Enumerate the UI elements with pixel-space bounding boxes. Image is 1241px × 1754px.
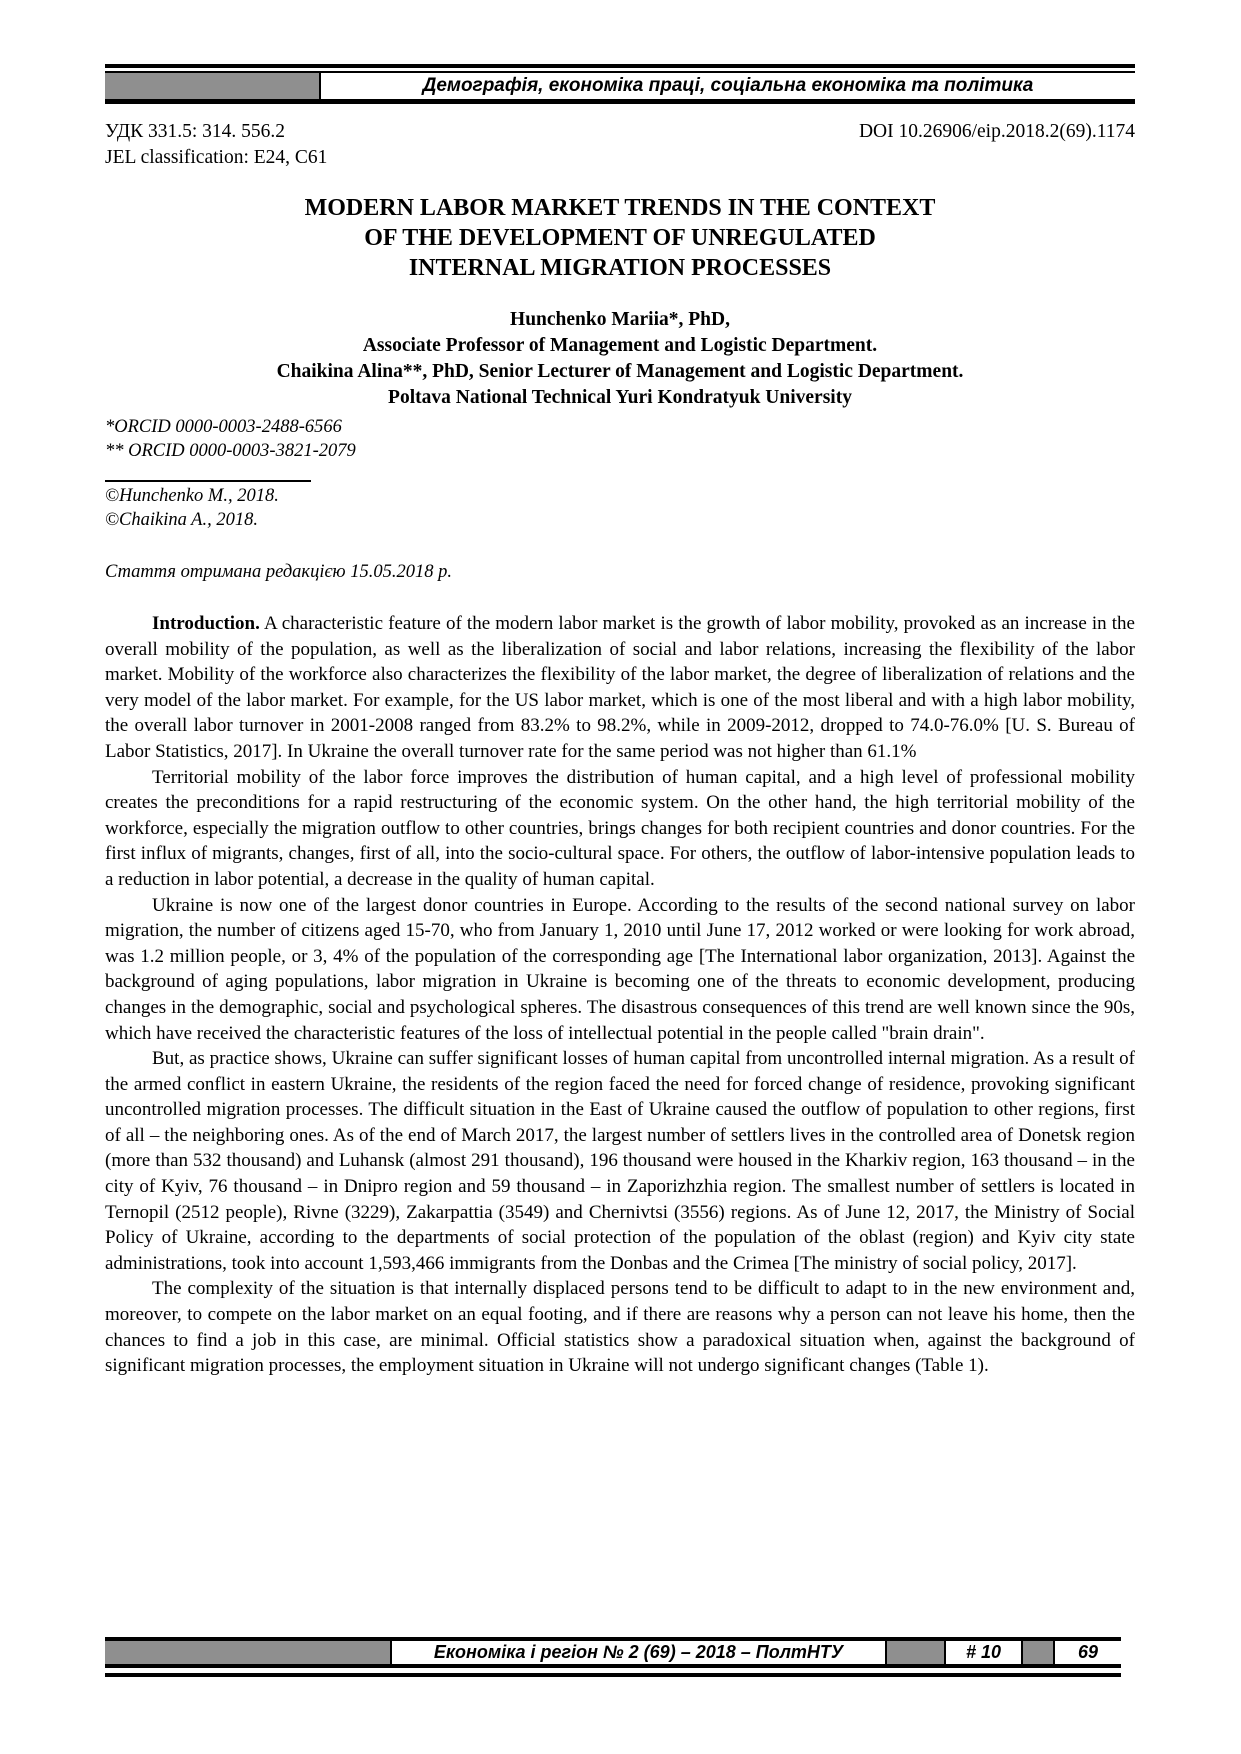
meta-row: [105, 119, 1135, 171]
paragraph-text: A characteristic feature of the modern labor market is the growth of labor mobility, provoked as an increase in the overall mobility of the population, as well as the liberalization of social and labor relations, increasing the flexibility of the labor market. Mobility of the workforce also characterizes the flexibility of the labor market, the degree of liberalization of relations and the very model of the labor market. For example, for the US labor market, which is one of the most liberal and with a high labor mobility, the overall labor turnover in 2001-2008 ranged from 83.2% to 98.2%, while in 2009-2012, dropped to 74.0-76.0% [U. S. Bureau of Labor Statistics, 2017]. In Ukraine the overall turnover rate for the same period was not higher than 61.1%: [105, 613, 1135, 762]
received-date: Стаття отримана редакцією 15.05.2018 р.: [105, 562, 452, 582]
footer-gray-block: [105, 1641, 390, 1664]
orcid-line: ** ORCID 0000-0003-3821-2079: [105, 441, 356, 461]
footer-gray-block: [1023, 1641, 1053, 1664]
footer-bar: [105, 1637, 1121, 1668]
article-title-line: MODERN LABOR MARKET TRENDS IN THE CONTEXT: [304, 195, 936, 221]
copyright-line: ©Chaikina A., 2018.: [105, 510, 258, 530]
footer-journal-title: Економіка і регіон № 2 (69) – 2018 – ПолтНТУ: [390, 1641, 887, 1664]
article-title-line: INTERNAL MIGRATION PROCESSES: [408, 255, 832, 281]
header-bar: [105, 71, 1135, 104]
article-title-line: OF THE DEVELOPMENT OF UNREGULATED: [364, 225, 876, 251]
footer: [105, 1637, 1121, 1677]
author-line: Poltava National Technical Yuri Kondratyuk University: [388, 387, 852, 408]
footer-page-number: 69: [1053, 1641, 1121, 1664]
doi-code: DOI 10.26906/eip.2018.2(69).1174: [858, 121, 1135, 142]
author-line: Chaikina Alina**, PhD, Senior Lecturer of Management and Logistic Department.: [276, 361, 964, 382]
footer-issue-number: # 10: [944, 1641, 1023, 1664]
header-rule: [105, 64, 1135, 104]
copyright-line: ©Hunchenko M., 2018.: [105, 486, 279, 506]
paragraph: [105, 1046, 1135, 1276]
paragraph-text: The complexity of the situation is that internally displaced persons tend to be difficult to adapt to in the new environment and, moreover, to compete on the labor market on an equal footing, and if there are reasons why a person can not leave his home, then the chances to find a job in this case, are minimal. Official statistics show a paradoxical situation when, against the background of significant migration processes, the employment situation in Ukraine will not undergo significant changes (Table 1).: [105, 1278, 1135, 1377]
paragraph-text: Territorial mobility of the labor force improves the distribution of human capital, and a high level of professional mobility creates the preconditions for a rapid restructuring of the economic system. On the other hand, the high territorial mobility of the workforce, especially the migration outflow to other countries, brings changes for both recipient countries and donor countries. For the first influx of migrants, changes, first of all, into the socio-cultural space. For others, the outflow of labor-intensive population leads to a reduction in labor potential, a decrease in the quality of human capital.: [105, 766, 1135, 890]
udk-code: УДК 331.5: 314. 556.2: [105, 121, 286, 142]
footer-rule: [105, 1673, 1121, 1677]
paragraph-introduction: [105, 611, 1135, 765]
copyright-divider: [105, 480, 311, 482]
author-line: Hunchenko Mariia*, PhD,: [510, 309, 730, 330]
section-heading: Демографія, економіка праці, соціальна економіка та політика: [422, 75, 1034, 96]
orcid-line: *ORCID 0000-0003-2488-6566: [105, 417, 342, 437]
jel-classification: JEL classification: E24, C61: [105, 147, 328, 168]
copyright-block: [105, 484, 1135, 532]
article-title: [105, 193, 1135, 283]
meta-left: [105, 119, 327, 171]
author-line: Associate Professor of Management and Logistic Department.: [362, 335, 878, 356]
paragraph: [105, 893, 1135, 1047]
paragraph-text: But, as practice shows, Ukraine can suffer significant losses of human capital from uncontrolled internal migration. As a result of the armed conflict in eastern Ukraine, the residents of the region faced the need for forced change of residence, provoking significant uncontrolled migration processes. The difficult situation in the East of Ukraine caused the outflow of population to other regions, first of all – the neighboring ones. As of the end of March 2017, the largest number of settlers lives in the controlled area of Donetsk region (more than 532 thousand) and Luhansk (almost 291 thousand), 196 thousand were housed in the Kharkiv region, 163 thousand – in the city of Kyiv, 76 thousand – in Dnipro region and 59 thousand – in Zaporizhzhia region. The smallest number of settlers is located in Ternopil (2512 people), Rivne (3229), Zakarpattia (3549) and Chernivtsi (3556) regions. As of June 12, 2017, the Ministry of Social Policy of Ukraine, according to the departments of social protection of the population of the oblast (region) and Kyiv city state administrations, took into account 1,593,466 immigrants from the Donbas and the Crimea [The ministry of social policy, 2017].: [105, 1048, 1135, 1274]
paragraph: [105, 765, 1135, 893]
orcid-block: [105, 415, 1135, 463]
paragraph: [105, 1276, 1135, 1378]
footer-gray-block: [887, 1641, 944, 1664]
article-body: [105, 611, 1135, 1379]
paragraph-text: Ukraine is now one of the largest donor countries in Europe. According to the results of the second national survey on labor migration, the number of citizens aged 15-70, who from January 1, 2010 until June 17, 2012 worked or were looking for work abroad, was 1.2 million people, or 3, 4% of the population of the corresponding age [The International labor organization, 2013]. Against the background of aging populations, labor migration in Ukraine is becoming one of the threats to economic development, producing changes in the demographic, social and psychological spheres. The disastrous consequences of this trend are well known since the 90s, which have received the characteristic features of the loss of intellectual potential in the people called "brain drain".: [105, 894, 1135, 1044]
header-gray-block: [105, 73, 321, 99]
paragraph-lead: Introduction.: [152, 613, 260, 634]
authors-block: [105, 307, 1135, 411]
